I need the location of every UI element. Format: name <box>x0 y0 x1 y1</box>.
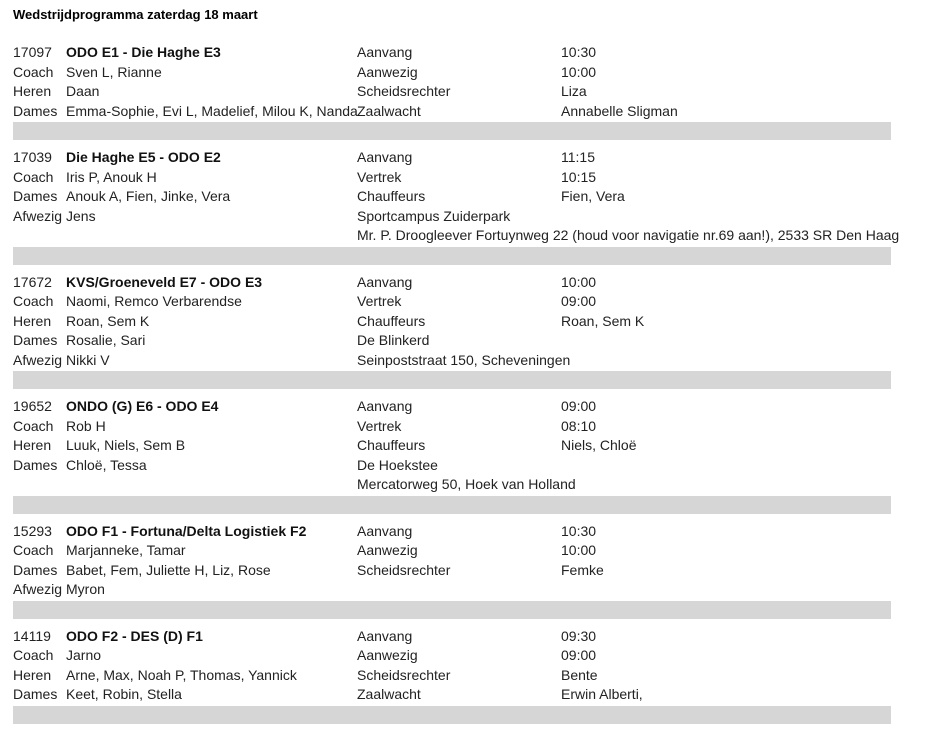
match-number: 15293 <box>13 522 52 539</box>
venue-address: Seinpoststraat 150, Scheveningen <box>357 351 571 368</box>
role-label: Afwezig <box>13 581 63 597</box>
match-title: ODO F1 - Fortuna/Delta Logistiek F2 <box>66 522 307 539</box>
info-value: Fien, Vera <box>561 188 625 204</box>
venue-name: De Hoekstee <box>357 456 438 473</box>
role-names: Roan, Sem K <box>66 312 150 329</box>
info-label: Aanwezig <box>357 542 418 558</box>
separator-bar <box>13 601 891 619</box>
info-label: Zaalwacht <box>357 686 421 702</box>
role-label: Coach <box>13 417 54 434</box>
info-value: 10:00 <box>561 542 597 558</box>
match-list <box>13 43 900 732</box>
info-label: Chauffeurs <box>357 437 426 453</box>
match-row <box>13 351 891 371</box>
info-value: 08:10 <box>561 417 597 434</box>
match-row <box>13 292 891 312</box>
info-label: Aanwezig <box>357 63 418 80</box>
separator-bar <box>13 122 891 140</box>
role-label: Coach <box>13 647 54 663</box>
role-label: Afwezig <box>13 207 63 224</box>
info-value: 09:00 <box>561 647 597 663</box>
venue-name: Sportcampus Zuiderpark <box>357 207 511 224</box>
role-names: Marjanneke, Tamar <box>66 542 186 558</box>
match-block <box>13 43 891 140</box>
info-value: 11:15 <box>561 149 595 165</box>
match-title: Die Haghe E5 - ODO E2 <box>66 149 221 165</box>
role-label: Coach <box>13 168 54 185</box>
info-label: Vertrek <box>357 293 402 309</box>
venue-address: Mr. P. Droogleever Fortuynweg 22 (houd voor navigatie nr.69 aan!), 2533 SR Den Haag <box>357 227 900 243</box>
match-title: ODO F2 - DES (D) F1 <box>66 627 203 644</box>
role-label: Heren <box>13 83 52 99</box>
role-names: Naomi, Remco Verbarendse <box>66 293 242 309</box>
info-value: Bente <box>561 666 598 683</box>
info-value: Annabelle Sligman <box>561 102 678 119</box>
info-label: Aanvang <box>357 627 413 644</box>
info-label: Aanvang <box>357 149 413 165</box>
separator-bar <box>13 496 891 514</box>
info-value: 10:00 <box>561 273 597 290</box>
match-row <box>13 417 891 437</box>
info-value: Liza <box>561 83 587 99</box>
info-value: 09:30 <box>561 627 597 644</box>
match-row <box>13 331 891 351</box>
role-names: Jens <box>66 207 96 224</box>
info-label: Scheidsrechter <box>357 561 451 578</box>
role-label: Dames <box>13 188 58 204</box>
match-row <box>13 226 900 246</box>
info-label: Aanvang <box>357 44 413 60</box>
role-label: Heren <box>13 666 52 683</box>
role-names: Emma-Sophie, Evi L, Madelief, Milou K, Nanda <box>66 102 358 119</box>
match-block <box>13 273 891 390</box>
info-value: 10:15 <box>561 168 597 185</box>
info-label: Scheidsrechter <box>357 666 451 683</box>
match-row <box>13 646 891 666</box>
match-row <box>13 207 891 227</box>
match-row <box>13 187 891 207</box>
role-names: Daan <box>66 83 100 99</box>
match-row <box>13 580 891 600</box>
role-names: Arne, Max, Noah P, Thomas, Yannick <box>66 666 297 683</box>
info-label: Aanvang <box>357 522 413 539</box>
role-label: Coach <box>13 293 54 309</box>
match-number: 19652 <box>13 398 52 414</box>
role-names: Rob H <box>66 417 106 434</box>
match-row <box>13 561 891 581</box>
match-block <box>13 627 891 724</box>
match-number: 14119 <box>13 627 51 644</box>
match-row <box>13 168 891 188</box>
match-row <box>13 43 891 63</box>
match-row <box>13 102 891 122</box>
match-number: 17039 <box>13 149 52 165</box>
match-block <box>13 397 891 514</box>
page-title: Wedstrijdprogramma zaterdag 18 maart <box>13 7 258 22</box>
info-value: 09:00 <box>561 293 597 309</box>
separator-bar <box>13 371 891 389</box>
info-value: 09:00 <box>561 398 597 414</box>
venue-address: Mercatorweg 50, Hoek van Holland <box>357 476 576 492</box>
match-row <box>13 63 891 83</box>
role-label: Dames <box>13 102 58 119</box>
info-value: Erwin Alberti, <box>561 686 643 702</box>
info-value: 10:30 <box>561 44 597 60</box>
role-names: Keet, Robin, Stella <box>66 686 182 702</box>
separator-bar <box>13 247 891 265</box>
separator-bar <box>13 706 891 724</box>
role-label: Heren <box>13 437 52 453</box>
role-names: Sven L, Rianne <box>66 63 162 80</box>
role-names: Myron <box>66 581 105 597</box>
match-row <box>13 397 891 417</box>
match-row <box>13 475 891 495</box>
info-label: Aanwezig <box>357 647 418 663</box>
match-row <box>13 312 891 332</box>
role-names: Iris P, Anouk H <box>66 168 157 185</box>
role-label: Dames <box>13 332 58 348</box>
match-row <box>13 148 891 168</box>
match-block <box>13 522 891 619</box>
role-names: Luuk, Niels, Sem B <box>66 437 186 453</box>
info-value: 10:30 <box>561 522 597 539</box>
match-row <box>13 273 891 293</box>
info-label: Aanvang <box>357 273 413 290</box>
info-label: Chauffeurs <box>357 188 426 204</box>
role-label: Coach <box>13 542 54 558</box>
role-label: Dames <box>13 456 58 473</box>
venue-name: De Blinkerd <box>357 332 430 348</box>
info-label: Zaalwacht <box>357 102 421 119</box>
match-row <box>13 627 891 647</box>
role-label: Afwezig <box>13 351 63 368</box>
match-row <box>13 456 891 476</box>
match-row <box>13 82 891 102</box>
match-title: KVS/Groeneveld E7 - ODO E3 <box>66 273 263 290</box>
match-number: 17097 <box>13 44 52 60</box>
info-label: Chauffeurs <box>357 312 426 329</box>
match-row <box>13 685 891 705</box>
info-label: Vertrek <box>357 168 402 185</box>
role-names: Anouk A, Fien, Jinke, Vera <box>66 188 231 204</box>
info-value: Roan, Sem K <box>561 312 645 329</box>
info-label: Aanvang <box>357 398 413 414</box>
role-names: Chloë, Tessa <box>66 456 147 473</box>
role-names: Nikki V <box>66 351 110 368</box>
match-row <box>13 522 891 542</box>
info-label: Vertrek <box>357 417 402 434</box>
role-label: Dames <box>13 686 58 702</box>
role-names: Jarno <box>66 647 102 663</box>
info-value: 10:00 <box>561 63 597 80</box>
role-label: Dames <box>13 561 58 578</box>
match-row <box>13 436 891 456</box>
match-number: 17672 <box>13 273 52 290</box>
info-label: Scheidsrechter <box>357 83 451 99</box>
info-value: Niels, Chloë <box>561 437 637 453</box>
match-title: ONDO (G) E6 - ODO E4 <box>66 398 219 414</box>
role-label: Heren <box>13 312 52 329</box>
role-names: Babet, Fem, Juliette H, Liz, Rose <box>66 561 271 578</box>
role-names: Rosalie, Sari <box>66 332 146 348</box>
match-row <box>13 541 891 561</box>
match-block <box>13 148 900 265</box>
info-value: Femke <box>561 561 604 578</box>
match-title: ODO E1 - Die Haghe E3 <box>66 44 221 60</box>
role-label: Coach <box>13 63 54 80</box>
match-row <box>13 666 891 686</box>
